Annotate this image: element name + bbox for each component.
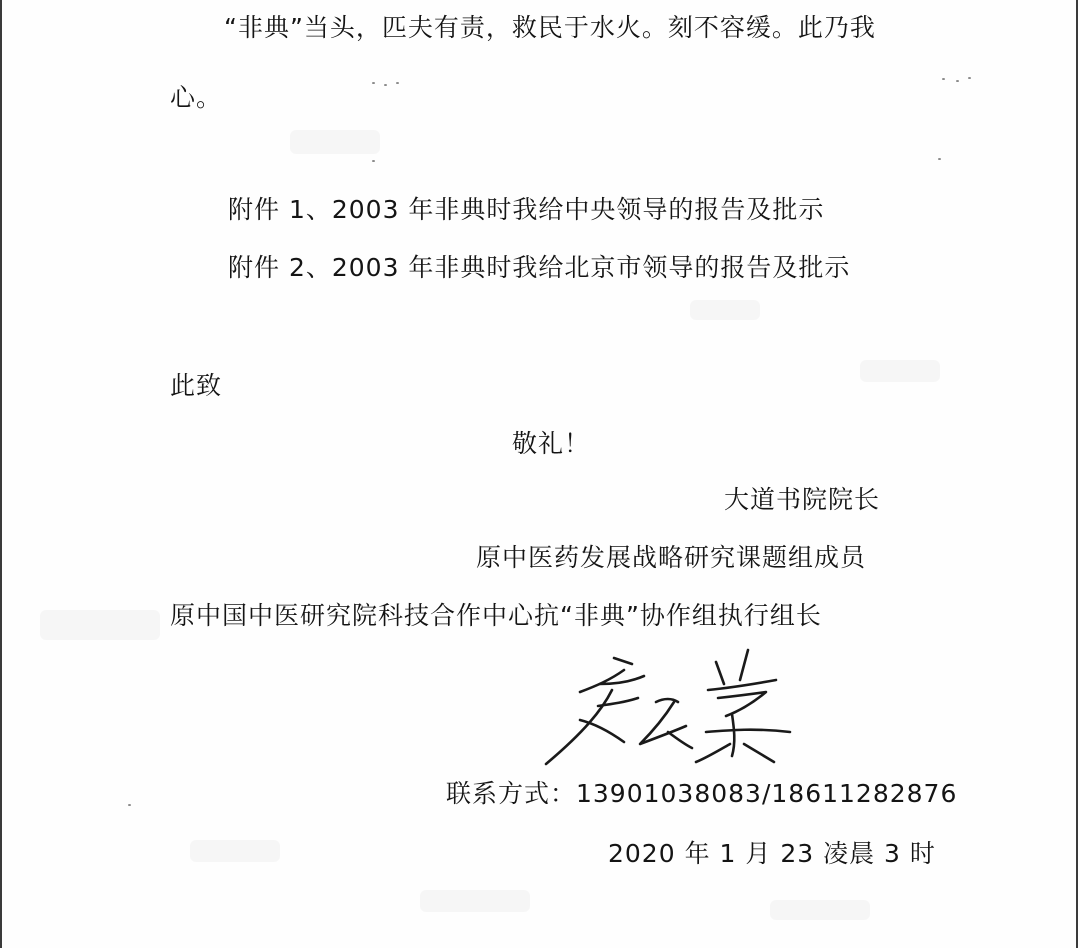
- scan-smudge: [190, 840, 280, 862]
- scan-speck: [372, 160, 375, 162]
- signer-title-3: 原中国中医研究院科技合作中心抗“非典”协作组执行组长: [170, 601, 822, 630]
- scan-speck: [956, 80, 959, 82]
- scan-speck: [938, 158, 941, 160]
- paragraph-line-1: “非典”当头，匹夫有责，救民于水火。刻不容缓。此乃我: [224, 13, 876, 42]
- scan-smudge: [690, 300, 760, 320]
- scan-speck: [396, 82, 399, 84]
- scan-speck: [384, 84, 387, 86]
- page-left-edge: [0, 0, 2, 948]
- scan-smudge: [860, 360, 940, 382]
- scan-speck: [942, 78, 945, 80]
- closing-respect: 敬礼！: [512, 429, 591, 458]
- paragraph-line-2: 心。: [170, 83, 223, 112]
- scan-smudge: [40, 610, 160, 640]
- letter-date: 2020 年 1 月 23 凌晨 3 时: [608, 839, 936, 868]
- scan-smudge: [770, 900, 870, 920]
- contact-info: 联系方式：13901038083/18611282876: [446, 779, 958, 808]
- attachment-2: 附件 2、2003 年非典时我给北京市领导的报告及批示: [228, 253, 851, 282]
- handwritten-signature-icon: [540, 640, 810, 770]
- scan-speck: [128, 804, 131, 806]
- scan-speck: [372, 82, 375, 84]
- scan-speck: [968, 77, 971, 79]
- attachment-1: 附件 1、2003 年非典时我给中央领导的报告及批示: [228, 195, 825, 224]
- scan-smudge: [420, 890, 530, 912]
- scan-smudge: [290, 130, 380, 154]
- closing-salutation: 此致: [170, 371, 223, 400]
- signer-title-2: 原中医药发展战略研究课题组成员: [476, 543, 867, 572]
- signer-title-1: 大道书院院长: [724, 485, 881, 514]
- page-right-edge: [1076, 0, 1078, 948]
